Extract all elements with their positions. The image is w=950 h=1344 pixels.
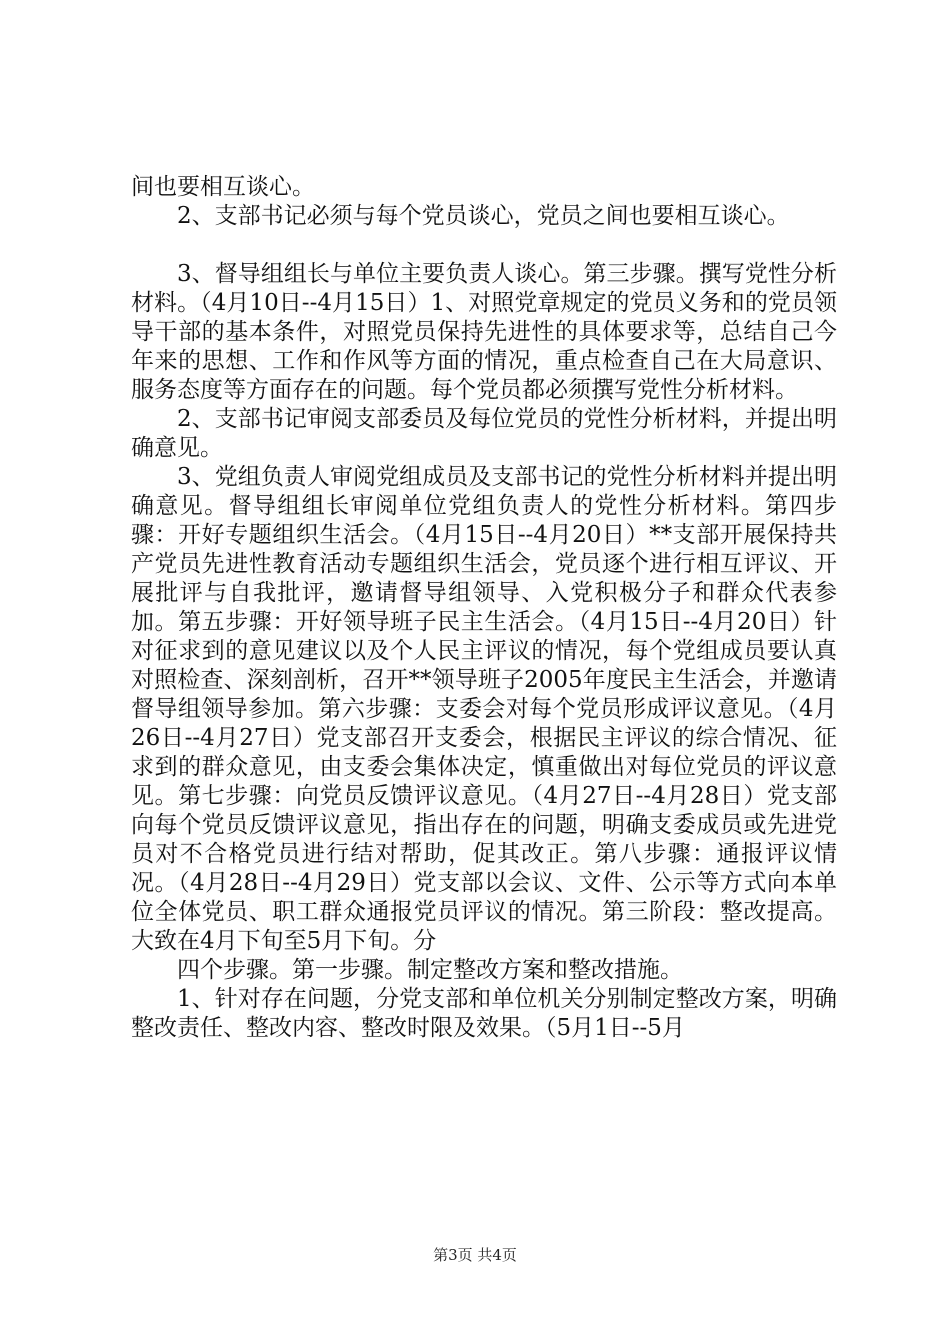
paragraph-secretary-talks: 2、支部书记必须与每个党员谈心，党员之间也要相互谈心。	[177, 203, 790, 229]
paragraph-secretary-review: 2、支部书记审阅支部委员及每位党员的党性分析材料，并提出明确意见。	[131, 406, 837, 461]
paragraph-step-three: 3、督导组组长与单位主要负责人谈心。第三步骤。撰写党性分析材料。（4月10日--4月15日）1、对照党章规定的党员义务和的党员领导干部的基本条件，对照党员保持先进性的具体要求等，总结自己今年来的思想、工作和作风等方面的情况，重点检查自己在大局意识、服务态度等方面存在的问题。每个党员都必须撰写党性分析材料。	[131, 261, 837, 403]
paragraph-four-steps: 四个步骤。第一步骤。制定整改方案和整改措施。	[177, 957, 683, 983]
paragraph-rectification-plan: 1、针对存在问题，分党支部和单位机关分别制定整改方案，明确整改责任、整改内容、整改时限及效果。（5月1日--5月	[131, 986, 837, 1041]
paragraph-spacer	[131, 231, 837, 260]
paragraph-party-review-steps: 3、党组负责人审阅党组成员及支部书记的党性分析材料并提出明确意见。督导组组长审阅单位党组负责人的党性分析材料。第四步骤：开好专题组织生活会。（4月15日--4月20日）**支部开展保持共产党员先进性教育活动专题组织生活会，党员逐个进行相互评议、开展批评与自我批评，邀请督导组领导、入党积极分子和群众代表参加。第五步骤：开好领导班子民主生活会。（4月15日--4月20日）针对征求到的意见建议以及个人民主评议的情况，每个党组成员要认真对照检查、深刻剖析，召开**领导班子2005年度民主生活会，并邀请督导组领导参加。第六步骤：支委会对每个党员形成评议意见。（4月26日--4月27日）党支部召开支委会，根据民主评议的综合情况、征求到的群众意见，由支委会集体决定，慎重做出对每位党员的评议意见。第七步骤：向党员反馈评议意见。（4月27日--4月28日）党支部向每个党员反馈评议意见，指出存在的问题，明确支委成员或先进党员对不合格党员进行结对帮助，促其改正。第八步骤：通报评议情况。（4月28日--4月29日）党支部以会议、文件、公示等方式向本单位全体党员、职工群众通报党员评议的情况。第三阶段：整改提高。大致在4月下旬至5月下旬。分	[131, 464, 837, 954]
page-number-footer: 第3页 共4页	[433, 1246, 517, 1264]
document-body	[131, 173, 837, 1043]
paragraph-continuation: 间也要相互谈心。	[131, 174, 315, 200]
